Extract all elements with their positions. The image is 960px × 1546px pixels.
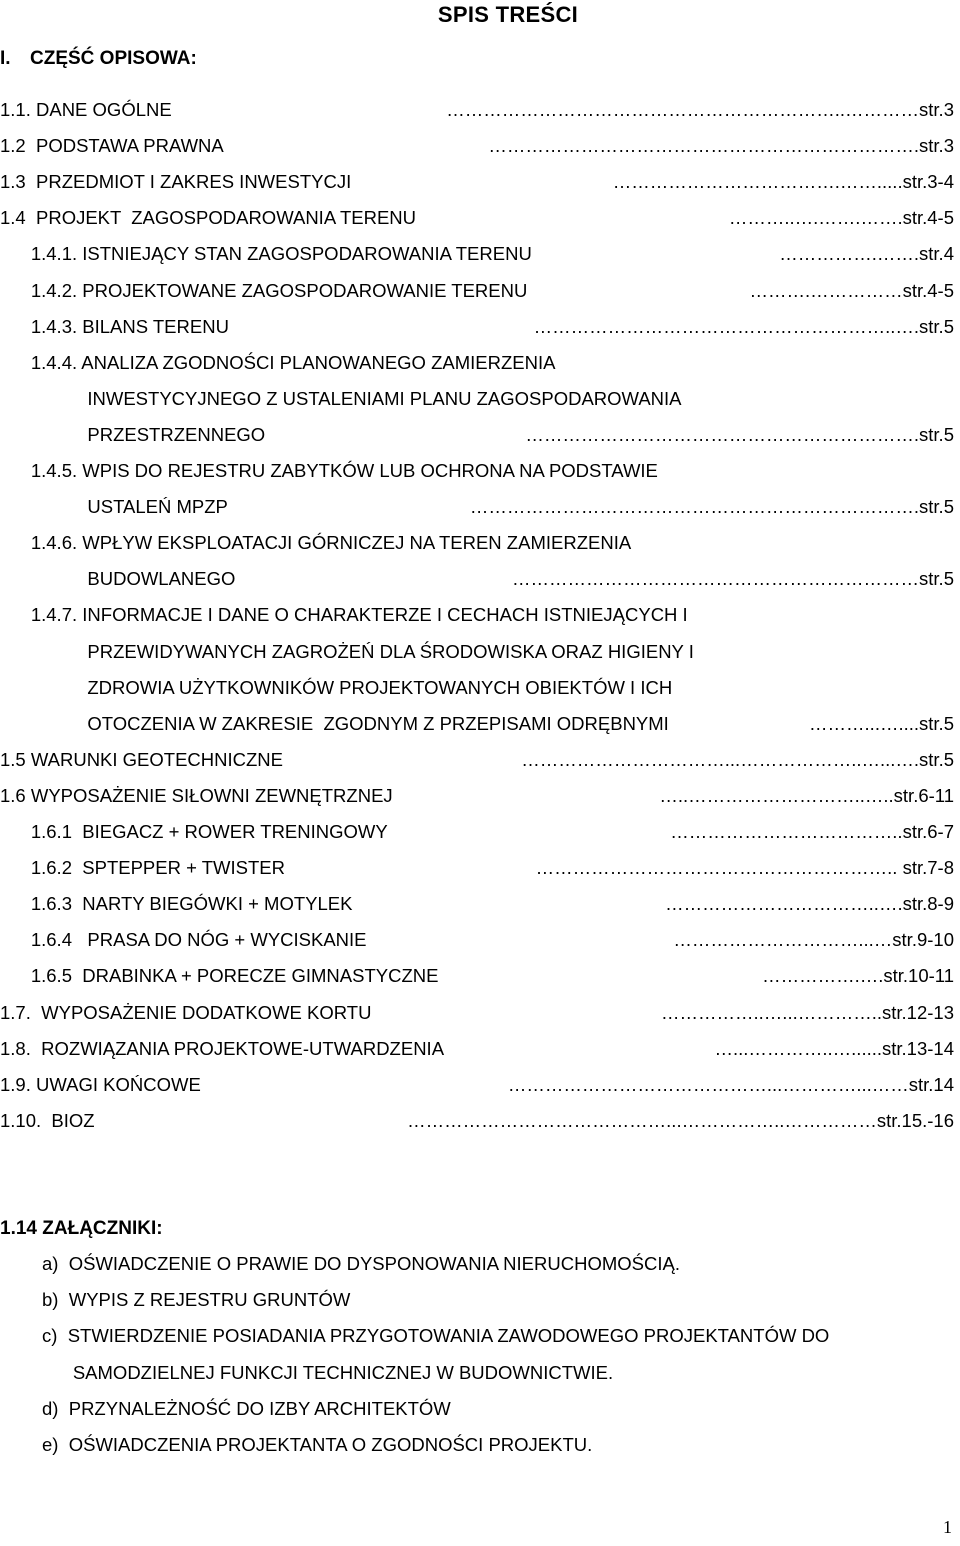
toc-entry-page: …………………………………………………………str.5 (512, 568, 954, 589)
toc-entry-label: 1.4.7. INFORMACJE I DANE O CHARAKTERZE I CECHACH ISTNIEJĄCYCH I (0, 604, 688, 625)
toc-entry-label: BUDOWLANEGO (0, 568, 236, 589)
toc-entry-label: 1.1. DANE OGÓLNE (0, 99, 172, 120)
section-heading (0, 48, 197, 70)
toc-entry-label: 1.4.3. BILANS TERENU (0, 316, 229, 337)
toc-entry-label: INWESTYCYJNEGO Z USTALENIAMI PLANU ZAGOSPODAROWANIA (0, 388, 682, 409)
toc-entry-label: 1.5 WARUNKI GEOTECHNICZNE (0, 749, 284, 770)
toc-entry-label: 1.8. ROZWIĄZANIA PROJEKTOWE-UTWARDZENIA (0, 1038, 445, 1059)
toc-entry-label: 1.4.4. ANALIZA ZGODNOŚCI PLANOWANEGO ZAMIERZENIA (0, 352, 556, 373)
toc-entry-label: 1.3 PRZEDMIOT I ZAKRES INWESTYCJI (0, 171, 352, 192)
toc-entry-label: 1.6.3 NARTY BIEGÓWKI + MOTYLEK (0, 893, 353, 914)
section-roman-numeral: I. (0, 48, 11, 69)
toc-entry-label: 1.2 PODSTAWA PRAWNA (0, 135, 224, 156)
attachment-item: b) WYPIS Z REJESTRU GRUNTÓW (42, 1289, 351, 1310)
page-title: SPIS TREŚCI (437, 2, 579, 27)
toc-entry-label: 1.9. UWAGI KOŃCOWE (0, 1074, 201, 1095)
attachments-heading: 1.14 ZAŁĄCZNIKI: (0, 1218, 163, 1239)
toc-entry-page: ………………………………………………………..…………str.3 (446, 99, 954, 120)
toc-entry-page: ………...…....str.5 (809, 713, 954, 734)
attachment-item: c) STWIERDZENIE POSIADANIA PRZYGOTOWANIA ZAWODOWEGO PROJEKTANTÓW DO (42, 1325, 830, 1346)
toc-entry-page: ……………………………………………………….str.5 (525, 424, 954, 445)
toc-entry-label: 1.4.6. WPŁYW EKSPLOATACJI GÓRNICZEJ NA TEREN ZAMIERZENIA (0, 532, 632, 553)
toc-entry-page: ……….……………str.4-5 (749, 280, 954, 301)
toc-entry-page: …...…………..…......str.13-14 (714, 1038, 954, 1059)
toc-entry-label: 1.6.5 DRABINKA + PORECZE GIMNASTYCZNE (0, 965, 439, 986)
toc-entry-page: ……………..…...…………..str.12-13 (661, 1002, 954, 1023)
toc-entry-page: ……………………………………………………………….str.5 (469, 496, 954, 517)
toc-entry-page: ……………………………….…….....str.3-4 (612, 171, 954, 192)
toc-entry-page: ……………………………………...……………..……………str.15.-16 (407, 1110, 954, 1131)
toc-entry-page: ………..….…….…….str.4-5 (728, 207, 954, 228)
toc-entry-label: 1.4.5. WPIS DO REJESTRU ZABYTKÓW LUB OCHRONA NA PODSTAWIE (0, 460, 658, 481)
toc-entry-page: ………………………………………………….. str.7-8 (535, 857, 954, 878)
attachment-item: d) PRZYNALEŻNOŚĆ DO IZBY ARCHITEKTÓW (42, 1398, 451, 1419)
toc-entry-page: ……………………………...………………..…...….str.5 (521, 749, 954, 770)
toc-entry-page: ……………………………..….str.8-9 (665, 893, 954, 914)
toc-entry-label: USTALEŃ MPZP (0, 496, 228, 517)
toc-entry-page: …………….….str.10-11 (762, 965, 954, 986)
toc-entry-page: …………………………………………………………….str.3 (488, 135, 954, 156)
toc-entry-label: 1.4.1. ISTNIEJĄCY STAN ZAGOSPODAROWANIA TERENU (0, 243, 532, 264)
toc-entry-page: …………….…….str.4 (779, 243, 954, 264)
toc-entry-label: 1.10. BIOZ (0, 1110, 95, 1131)
toc-entry-label: 1.4 PROJEKT ZAGOSPODAROWANIA TERENU (0, 207, 416, 228)
toc-entry-page: …………………………...…str.9-10 (673, 929, 954, 950)
toc-entry-label: 1.4.2. PROJEKTOWANE ZAGOSPODAROWANIE TERENU (0, 280, 528, 301)
toc-entry-label: PRZESTRZENNEGO (0, 424, 266, 445)
attachment-item: SAMODZIELNEJ FUNKCJI TECHNICZNEJ W BUDOWNICTWIE. (42, 1362, 614, 1383)
toc-entry-label: 1.6 WYPOSAŻENIE SIŁOWNI ZEWNĘTRZNEJ (0, 785, 393, 806)
page-number: 1 (943, 1517, 952, 1537)
toc-entry-page: ………………………………..str.6-7 (670, 821, 954, 842)
toc-entry-label: OTOCZENIA W ZAKRESIE ZGODNYM Z PRZEPISAMI ODRĘBNYMI (0, 713, 669, 734)
toc-entry-label: 1.6.1 BIEGACZ + ROWER TRENINGOWY (0, 821, 388, 842)
toc-entry-page: …………………………………………………..….str.5 (533, 316, 954, 337)
toc-entry-label: 1.6.2 SPTEPPER + TWISTER (0, 857, 285, 878)
attachment-item: a) OŚWIADCZENIE O PRAWIE DO DYSPONOWANIA NIERUCHOMOŚCIĄ. (42, 1253, 680, 1274)
toc-entry-label: ZDROWIA UŻYTKOWNIKÓW PROJEKTOWANYCH OBIEKTÓW I ICH (0, 677, 673, 698)
toc-entry-label: 1.7. WYPOSAŻENIE DODATKOWE KORTU (0, 1002, 372, 1023)
toc-entry-label: 1.6.4 PRASA DO NÓG + WYCISKANIE (0, 929, 367, 950)
toc-entry-label: PRZEWIDYWANYCH ZAGROŻEŃ DLA ŚRODOWISKA ORAZ HIGIENY I (0, 641, 694, 662)
attachment-item: e) OŚWIADCZENIA PROJEKTANTA O ZGODNOŚCI PROJEKTU. (42, 1434, 593, 1455)
toc-entry-page: …..………………………..…..str.6-11 (659, 785, 954, 806)
toc-entry-page: ……………………………………...…………...……str.14 (507, 1074, 954, 1095)
section-label: CZĘŚĆ OPISOWA: (30, 48, 197, 69)
